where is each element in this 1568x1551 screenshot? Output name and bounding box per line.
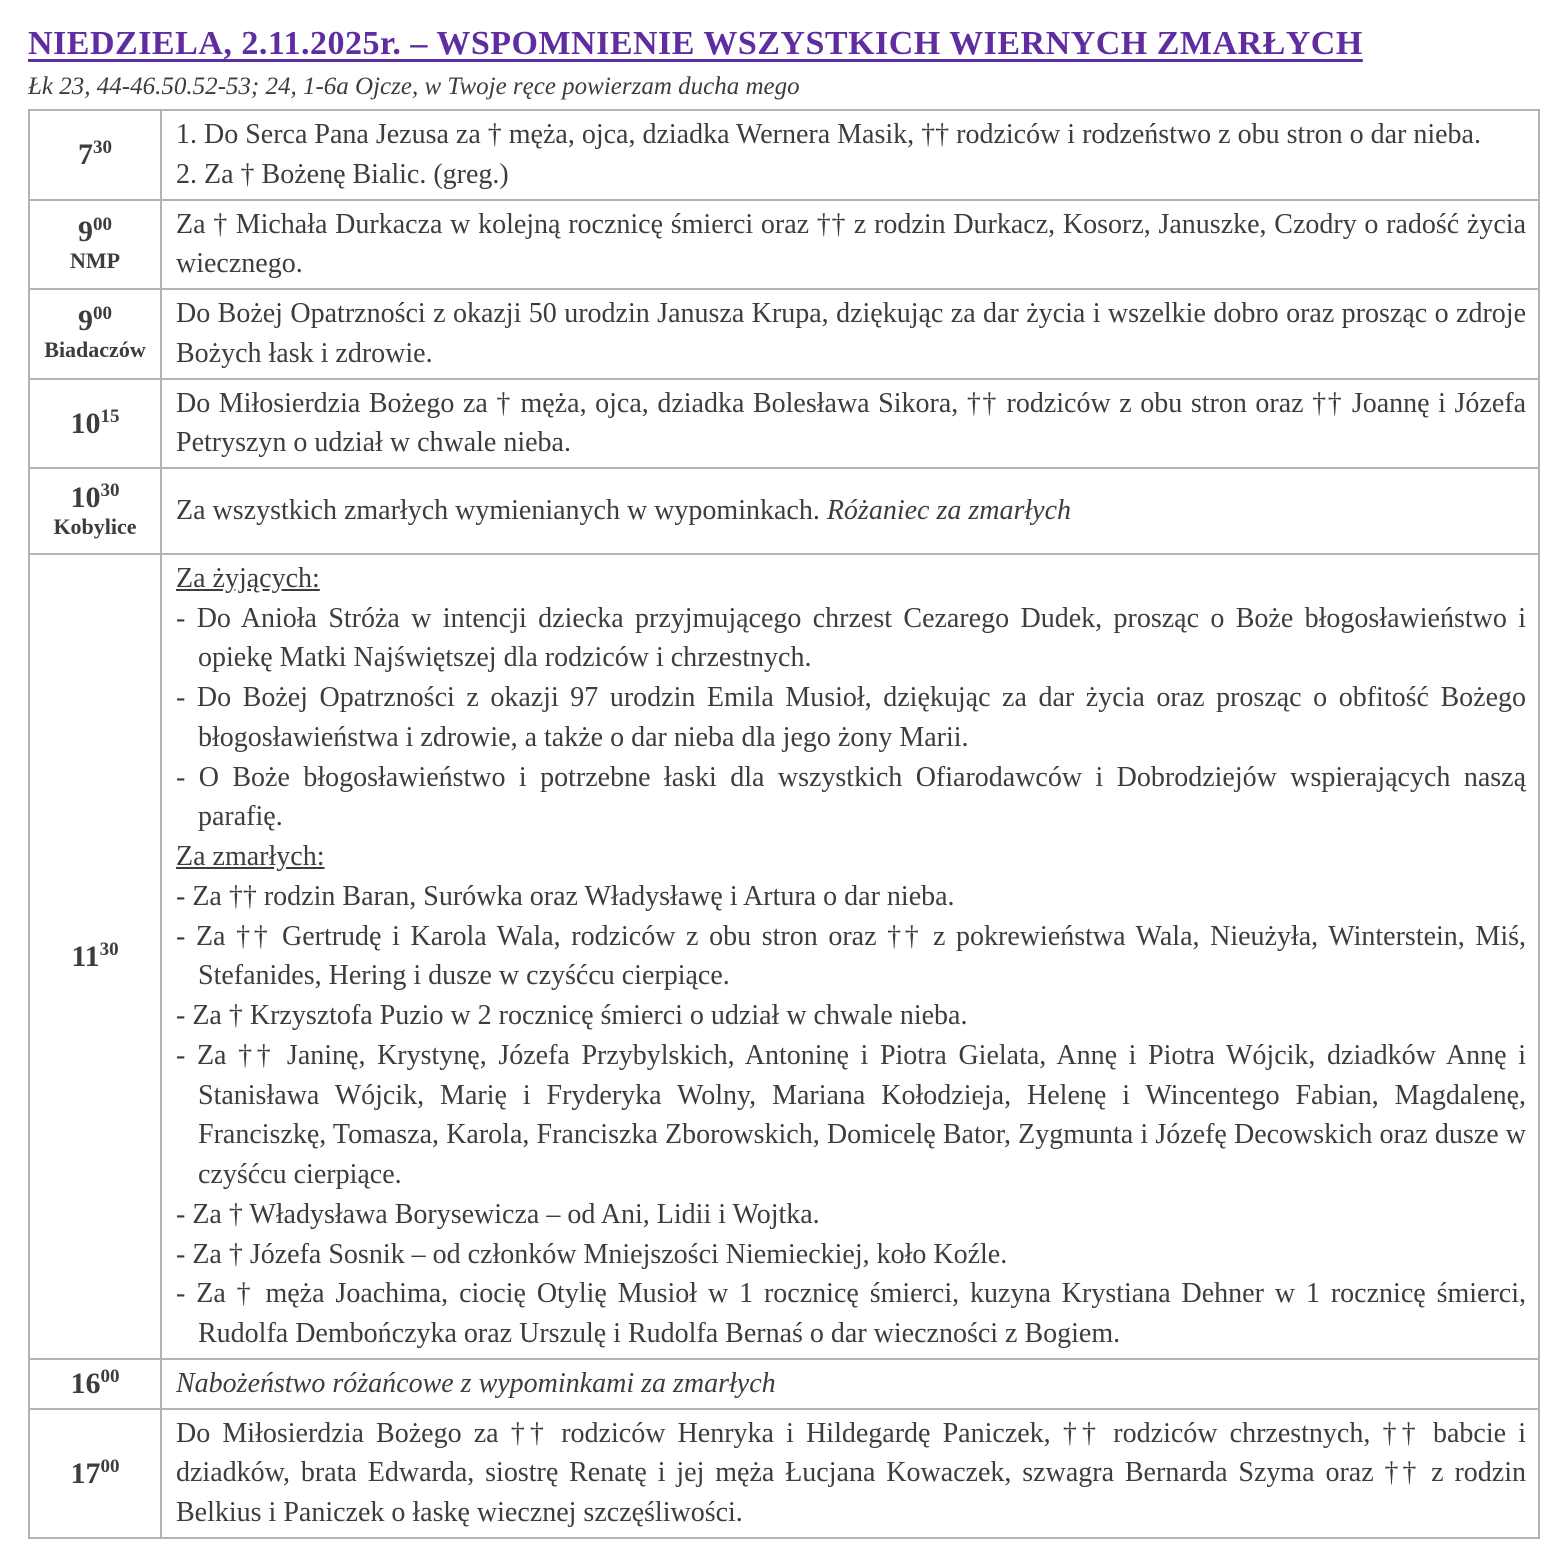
time-minutes: 00	[93, 213, 112, 235]
text-run: Za zmarłych:	[176, 841, 325, 873]
text-run: Za wszystkich zmarłych wymienianych w wypominkach.	[176, 495, 827, 527]
time-minutes: 30	[99, 938, 119, 960]
intention-paragraph	[176, 758, 1526, 838]
schedule-row	[29, 110, 1539, 200]
intention-cell	[161, 110, 1539, 200]
schedule-row	[29, 200, 1539, 290]
schedule-row	[29, 379, 1539, 469]
text-run: Do Miłosierdzia Bożego za †† rodziców Henryka i Hildegardę Paniczek, †† rodziców chrzestnych, †† babcie i dziadków, brata Edwarda, siostrę Renatę i jej męża Łucjana Kowaczek, szwagra Bernarda Szyma oraz †† z rodzin Belkius i Paniczek o łaskę wiecznej szczęśliwości.	[176, 1417, 1526, 1529]
intention-cell	[161, 200, 1539, 290]
time-label: $10^{15}$	[70, 405, 120, 440]
time-cell	[29, 289, 161, 379]
time-label: $11^{30}$	[71, 938, 119, 973]
time-minutes: 15	[100, 405, 120, 427]
time-minutes: 30	[100, 480, 120, 502]
intention-cell	[161, 554, 1539, 1359]
scripture-reference: Łk 23, 44-46.50.52-53; 24, 1-6a Ojcze, w Twoje ręce powierzam ducha mego	[28, 73, 800, 101]
intention-paragraph	[176, 1036, 1526, 1195]
intention-cell	[161, 289, 1539, 379]
text-run: - Za †† Janinę, Krystynę, Józefa Przybylskich, Antoninę i Piotra Gielata, Annę i Piotra Wójcik, dziadków Annę i Stanisława Wójcik, Marię i Fryderyka Wolny, Mariana Kołodzieja, Helenę i Wincentego Fabian, Magdalenę, Franciszkę, Tomasza, Karola, Franciszka Zborowskich, Domicelę Bator, Zygmunta i Józefę Decowskich oraz dusze w czyśćcu cierpiące.	[176, 1039, 1526, 1191]
time-label: $16^{00}$	[70, 1366, 120, 1401]
time-minutes: 30	[93, 137, 112, 159]
intention-cell	[161, 1359, 1539, 1409]
place-label: Biadaczów	[44, 337, 146, 363]
time-label: $9^{00}$	[78, 213, 112, 248]
intention-paragraph	[176, 155, 1526, 195]
time-label: $9^{00}$	[78, 303, 112, 338]
intention-paragraph	[176, 205, 1526, 285]
schedule-row	[29, 554, 1539, 1359]
time-cell	[29, 1409, 161, 1538]
intention-paragraph	[176, 1364, 1526, 1404]
page-title: NIEDZIELA, 2.11.2025r. – WSPOMNIENIE WSZYSTKICH WIERNYCH ZMARŁYCH	[28, 25, 1363, 62]
place-label: Kobylice	[53, 514, 137, 540]
time-cell	[29, 110, 161, 200]
text-run: Nabożeństwo różańcowe z wypominkami za zmarłych	[176, 1367, 776, 1399]
intention-paragraph	[176, 678, 1526, 758]
section-header	[176, 837, 1526, 877]
time-minutes: 00	[100, 1455, 120, 1477]
intention-paragraph	[176, 1195, 1526, 1235]
intention-paragraph	[176, 491, 1526, 531]
intention-cell	[161, 379, 1539, 469]
text-run: - Za †† rodzin Baran, Surówka oraz Władysławę i Artura o dar nieba.	[176, 880, 955, 912]
intention-paragraph	[176, 996, 1526, 1036]
time-cell	[29, 468, 161, 554]
text-run: - Za †† Gertrudę i Karola Wala, rodziców z obu stron oraz †† z pokrewieństwa Wala, Nieużyła, Winterstein, Miś, Stefanides, Hering i dusze w czyśćcu cierpiące.	[176, 920, 1526, 992]
intention-cell	[161, 468, 1539, 554]
text-run: - Za † Józefa Sosnik – od członków Mniejszości Niemieckiej, koło Koźle.	[176, 1238, 1008, 1270]
place-label: NMP	[69, 247, 121, 273]
schedule-row	[29, 468, 1539, 554]
schedule-row	[29, 1359, 1539, 1409]
intention-paragraph	[176, 917, 1526, 997]
text-run: - Do Anioła Stróża w intencji dziecka przyjmującego chrzest Cezarego Dudek, prosząc o Boże błogosławieństwo i opiekę Matki Najświętszej dla rodziców i chrzestnych.	[176, 602, 1526, 674]
text-run: 2. Za † Bożenę Bialic. (greg.)	[176, 158, 509, 190]
intention-paragraph	[176, 1414, 1526, 1533]
intention-paragraph	[176, 1235, 1526, 1275]
text-run: - Do Bożej Opatrzności z okazji 97 urodzin Emila Musioł, dziękując za dar życia oraz prosząc o obfitość Bożego błogosławieństwa i zdrowie, a także o dar nieba dla jego żony Marii.	[176, 682, 1526, 753]
time-label: $7^{30}$	[78, 137, 112, 172]
time-label: $10^{30}$	[70, 480, 120, 515]
text-run: Do Bożej Opatrzności z okazji 50 urodzin Janusza Krupa, dziękując za dar życia i wszelkie dobro oraz prosząc o zdroje Bożych łask i zdrowie.	[176, 298, 1526, 369]
intention-paragraph	[176, 599, 1526, 679]
time-cell	[29, 1359, 161, 1409]
schedule-row	[29, 289, 1539, 379]
time-label: $17^{00}$	[70, 1455, 120, 1490]
text-run: - Za † Krzysztofa Puzio w 2 rocznicę śmierci o udział w chwale nieba.	[176, 1000, 968, 1032]
time-cell	[29, 379, 161, 469]
section-header	[176, 559, 1526, 599]
time-minutes: 00	[93, 303, 112, 325]
time-cell	[29, 200, 161, 290]
text-run: - Za † Władysława Borysewicza – od Ani, Lidii i Wojtka.	[176, 1198, 820, 1230]
text-run: Do Miłosierdzia Bożego za † męża, ojca, dziadka Bolesława Sikora, †† rodziców z obu stron oraz †† Joannę i Józefa Petryszyn o udział w chwale nieba.	[176, 387, 1526, 459]
time-cell	[29, 554, 161, 1359]
text-run: Różaniec za zmarłych	[826, 495, 1072, 527]
mass-schedule-table	[28, 109, 1540, 1539]
intention-paragraph	[176, 384, 1526, 464]
text-run: Za żyjących:	[176, 562, 320, 594]
text-run: 1. Do Serca Pana Jezusa za † męża, ojca, dziadka Wernera Masik, †† rodziców i rodzeństwo z obu stron o dar nieba.	[176, 119, 1481, 151]
time-minutes: 00	[100, 1366, 120, 1388]
intention-paragraph	[176, 1274, 1526, 1354]
intention-paragraph	[176, 115, 1526, 155]
text-run: - Za † męża Joachima, ciocię Otylię Musioł w 1 rocznicę śmierci, kuzyna Krystiana Dehner w 1 rocznicę śmierci, Rudolfa Dembończyka oraz Urszulę i Rudolfa Bernaś o dar wieczności z Bogiem.	[176, 1278, 1526, 1350]
schedule-row	[29, 1409, 1539, 1538]
text-run: - O Boże błogosławieństwo i potrzebne łaski dla wszystkich Ofiarodawców i Dobrodziejów wspierających naszą parafię.	[176, 761, 1526, 833]
intention-paragraph	[176, 877, 1526, 917]
intention-paragraph	[176, 294, 1526, 374]
schedule-body	[29, 110, 1539, 1538]
text-run: Za † Michała Durkacza w kolejną rocznicę śmierci oraz †† z rodzin Durkacz, Kosorz, Januszke, Czodry o radość życia wiecznego.	[176, 208, 1526, 280]
intention-cell	[161, 1409, 1539, 1538]
